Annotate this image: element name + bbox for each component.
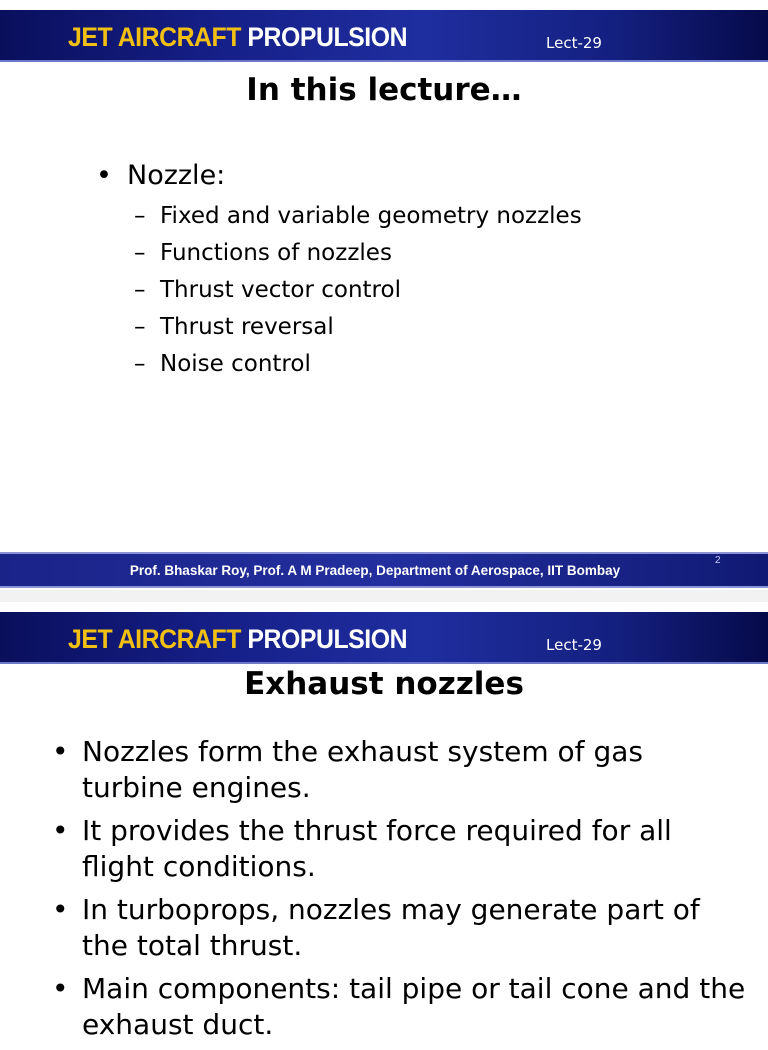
lecture-number: Lect-29 [546, 636, 602, 654]
sub-bullet-item [134, 277, 582, 314]
bullet-item [52, 971, 752, 1043]
slide-title: Exhaust nozzles [244, 666, 524, 702]
slide-header [0, 612, 768, 664]
bullet-text: Nozzle: [127, 160, 226, 191]
dash-icon: – [134, 277, 146, 303]
lecture-number: Lect-29 [546, 34, 602, 52]
bullet-list [52, 734, 752, 1050]
footer-credit: Prof. Bhaskar Roy, Prof. A M Pradeep, Department of Aerospace, IIT Bombay [129, 563, 621, 578]
bullet-item [52, 892, 752, 964]
course-logo [68, 624, 407, 654]
course-logo [68, 22, 407, 52]
sub-bullet-text: Thrust reversal [160, 314, 334, 340]
bullet-dot-icon: • [96, 160, 112, 191]
sub-bullet-item [134, 314, 582, 351]
brand-jet-aircraft: JET AIRCRAFT [68, 22, 241, 52]
bullet-item [52, 813, 752, 885]
dash-icon: – [134, 314, 146, 340]
bullet-text: In turboprops, nozzles may generate part of the total thrust. [82, 893, 700, 962]
dash-icon: – [134, 240, 146, 266]
slide-title: In this lecture… [246, 72, 522, 108]
brand-jet-aircraft: JET AIRCRAFT [68, 624, 241, 654]
slide-separator [0, 590, 768, 602]
dash-icon: – [134, 203, 146, 229]
bullet-dot-icon: • [52, 893, 69, 926]
sub-bullet-item [134, 203, 582, 240]
bullet-item [52, 734, 752, 806]
slide-2 [0, 602, 768, 1041]
sub-bullet-item [134, 351, 582, 388]
bullet-text: It provides the thrust force required for all flight conditions. [82, 814, 672, 883]
bullet-dot-icon: • [52, 814, 69, 847]
sub-bullet-text: Functions of nozzles [160, 240, 392, 266]
sub-bullet-text: Thrust vector control [160, 277, 401, 303]
sub-bullet-text: Noise control [160, 351, 311, 377]
slide-header [0, 10, 768, 62]
bullet-text: Nozzles form the exhaust system of gas turbine engines. [82, 735, 643, 804]
brand-propulsion: PROPULSION [247, 22, 408, 52]
slide-footer [0, 552, 768, 588]
sub-bullet-item [134, 240, 582, 277]
sub-bullet-text: Fixed and variable geometry nozzles [160, 203, 582, 229]
bullet-dot-icon: • [52, 735, 69, 768]
page-number: 2 [715, 555, 721, 566]
sub-bullet-list [134, 203, 582, 388]
brand-propulsion: PROPULSION [247, 624, 408, 654]
dash-icon: – [134, 351, 146, 377]
bullet-text: Main components: tail pipe or tail cone and the exhaust duct. [82, 972, 746, 1041]
bullet-dot-icon: • [52, 972, 69, 1005]
